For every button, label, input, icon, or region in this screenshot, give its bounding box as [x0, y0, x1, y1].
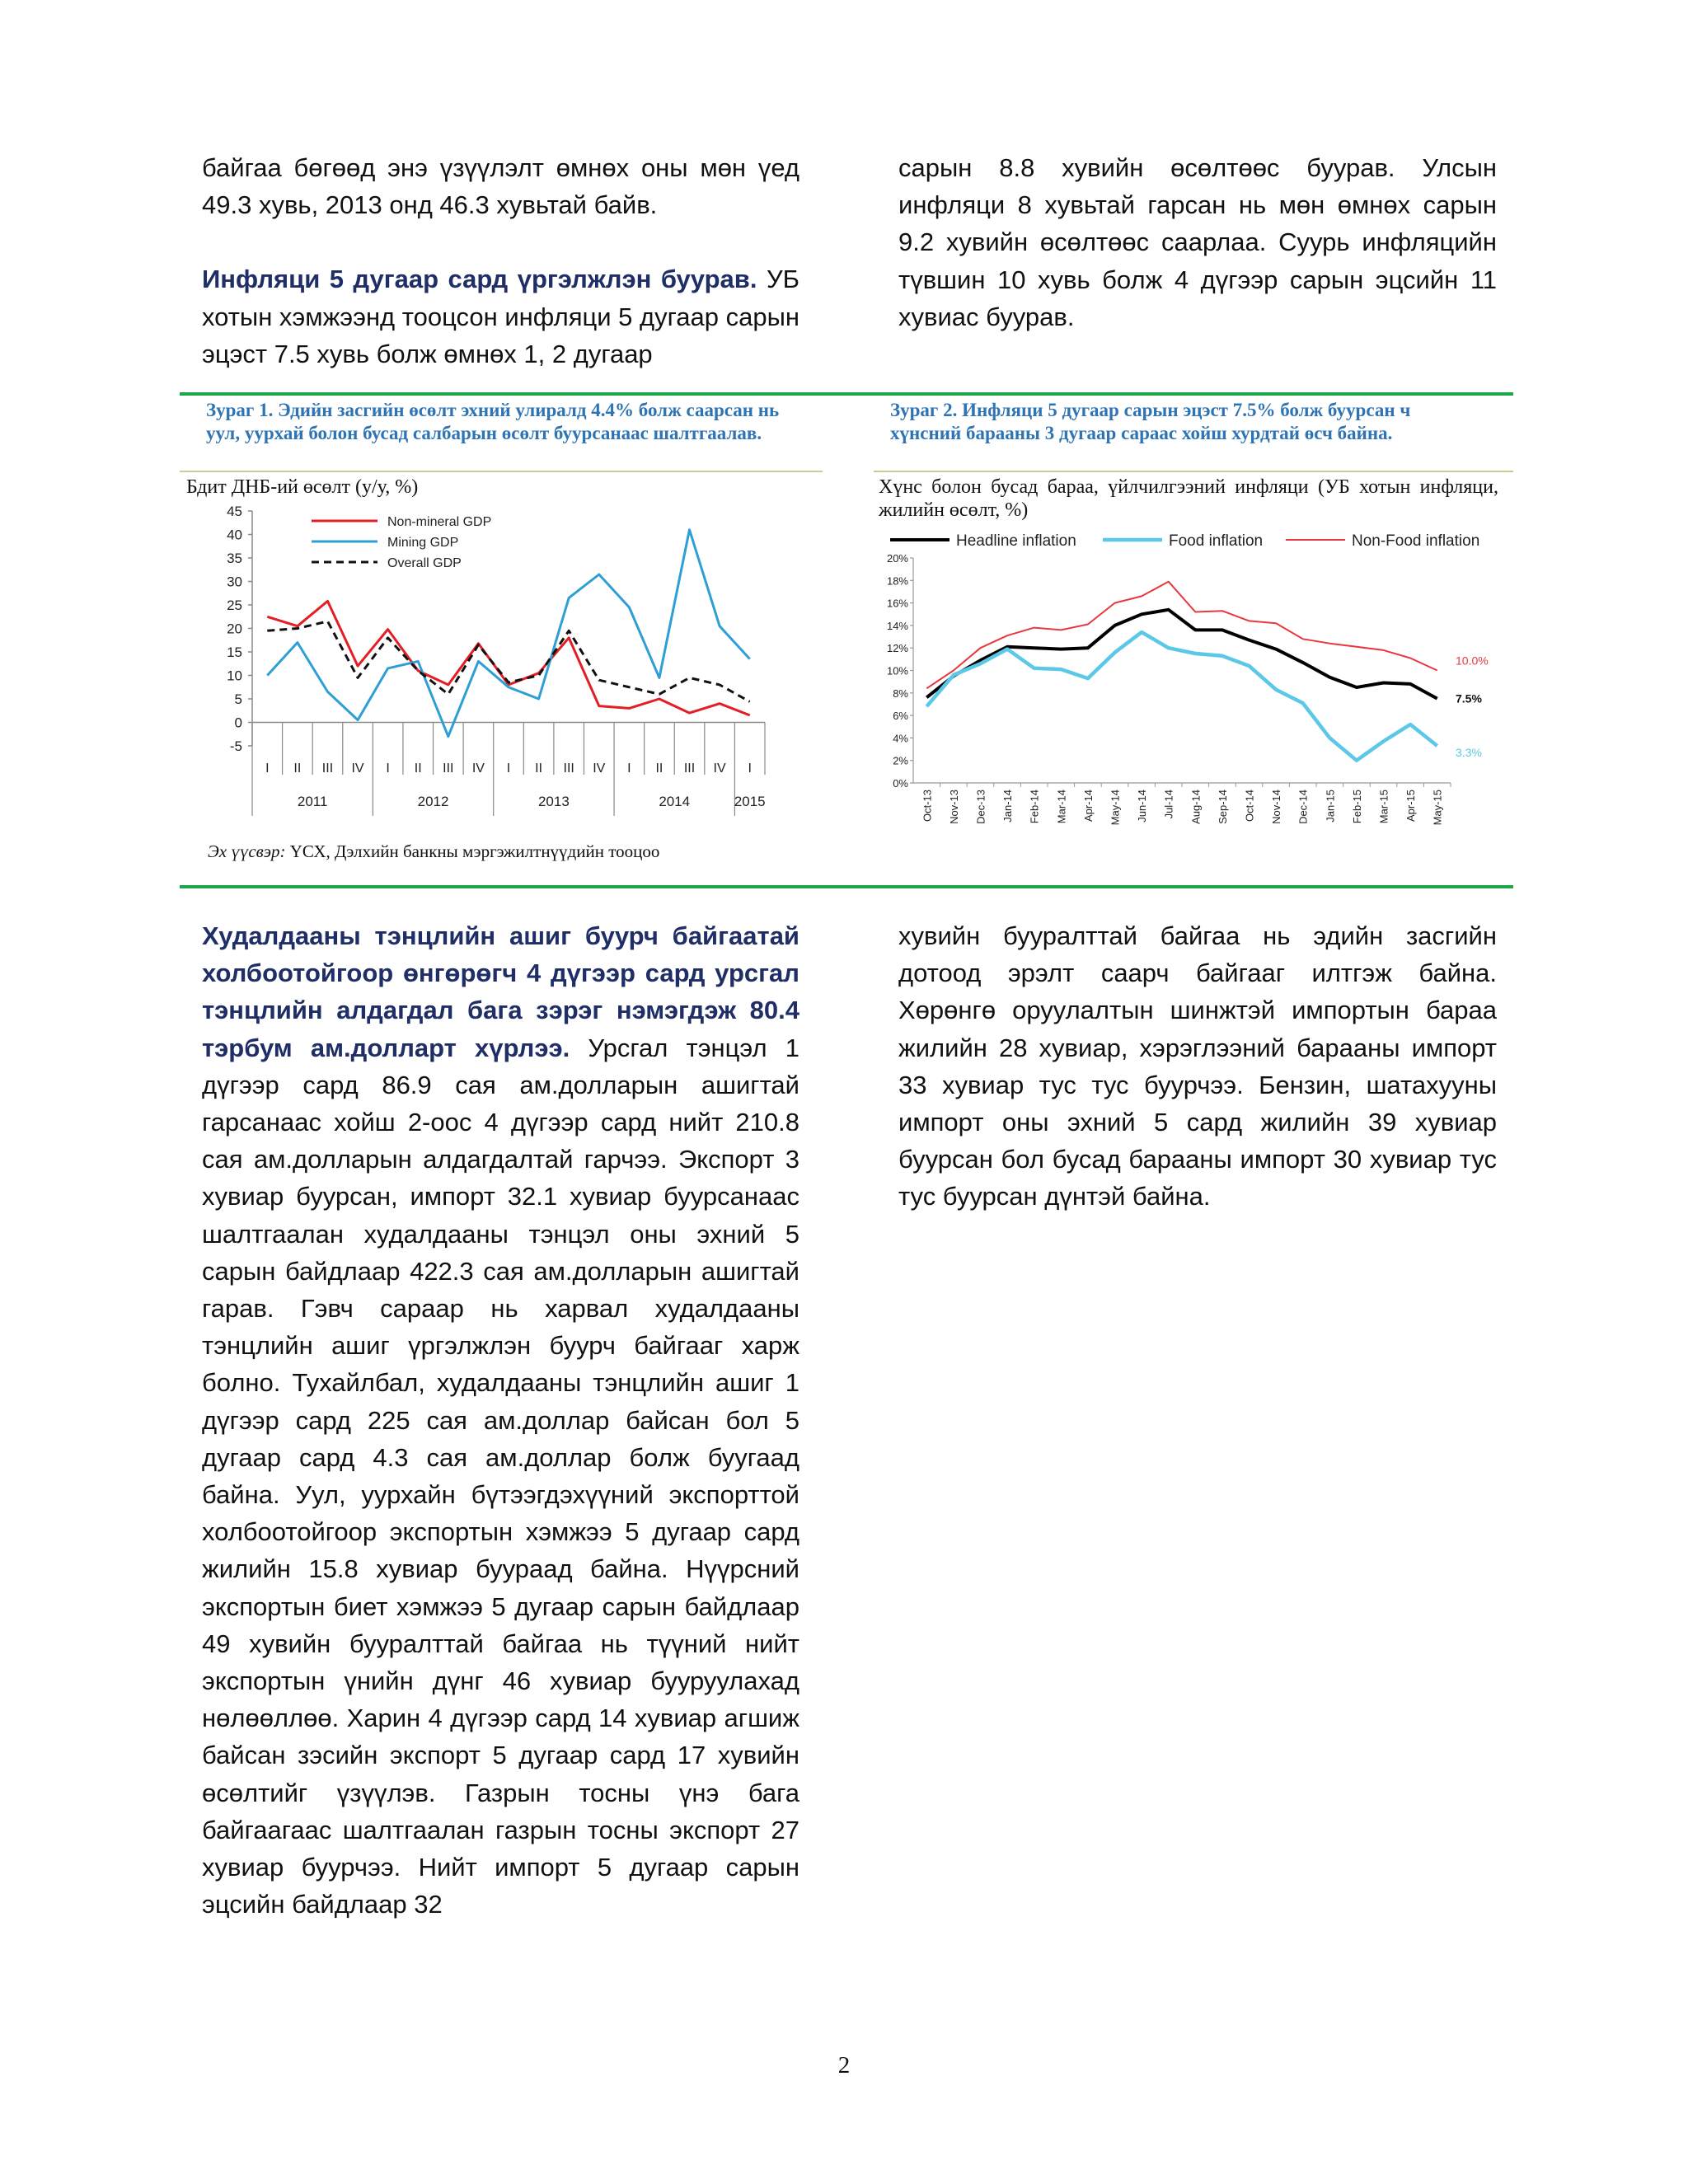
chart2-end-label: 7.5% [1456, 691, 1482, 705]
chart2-x-tick-label: Jan-15 [1324, 790, 1337, 823]
chart2-x-tick-label: Apr-14 [1081, 790, 1095, 823]
paragraph-imports: хувийн бууралттай байгаа нь эдийн засгийн дотоод эрэлт саарч байгааг илтгэж байна. Хөрөнгө оруулалтын шинжтэй импортын бараа жилийн 28 хувиар, хэрэглээний барааны импорт 33 хувиар тус тус буурчээ. Бензин, шатахууны импорт оны эхний 5 сард жилийн 39 хувиар буурсан бол бусад барааны импорт 30 хувиар тус тус буурсан дүнтэй байна. [898, 921, 1497, 1212]
figure-top-rule [180, 392, 1513, 396]
gdp-growth-chart [180, 494, 773, 824]
trade-heading: Худалдааны тэнцлийн ашиг буурч байгаатай холбоотойгоор өнгөрөгч 4 дүгээр сард урсгал тэнцлийн алдагдал бага зэрэг нэмэгдэж 80.4 тэрбум ам.долларт хүрлээ. [202, 921, 799, 1062]
chart2-y-tick-label: 8% [893, 687, 908, 700]
chart2-x-tick-label: Aug-14 [1189, 790, 1203, 824]
chart1-y-tick-label: 0 [234, 715, 242, 731]
inflation-chart [874, 523, 1513, 841]
figure-bottom-rule [180, 885, 1513, 888]
chart2-x-tick-label: Mar-15 [1377, 790, 1390, 824]
chart2-x-tick-label: Sep-14 [1216, 790, 1229, 824]
page-number: 2 [837, 2052, 851, 2079]
chart2-legend-label: Non-Food inflation [1352, 532, 1480, 550]
chart1-y-tick-label: 5 [234, 691, 242, 707]
chart2-x-tick-label: Feb-14 [1028, 790, 1041, 824]
chart2-x-tick-label: Nov-13 [947, 790, 960, 824]
chart1-quarter-label: IV [593, 762, 606, 776]
source-label: Эх үүсвэр: [208, 841, 286, 861]
inflation-heading: Инфляци 5 дугаар сард үргэлжлэн буурав. [202, 265, 757, 294]
chart1-legend-label: Overall GDP [387, 556, 462, 570]
chart2-end-label: 3.3% [1456, 745, 1482, 759]
chart1-legend-label: Mining GDP [387, 536, 459, 550]
chart2-series-line [926, 632, 1437, 761]
chart2-x-tick-label: Jan-14 [1001, 790, 1015, 823]
chart2-x-tick-label: Mar-14 [1055, 790, 1068, 824]
chart1-y-tick-label: 25 [227, 598, 242, 613]
chart2-y-tick-label: 16% [886, 597, 908, 610]
trade-body: Урсгал тэнцэл 1 дүгээр сард 86.9 сая ам.долларын ашигтай гарсанаас хойш 2-оос 4 дүгээр сард нийт 210.8 сая ам.долларын алдагдалтай гарчээ. Экспорт 3 хувиар буурсан, импорт 32.1 хувиар буурсанаас шалтгаалан худалдааны тэнцэл оны эхний 5 сарын байдлаар 422.3 сая ам.долларын ашигтай гарав. Гэвч сараар нь харвал худалдааны тэнцлийн ашиг үргэлжлэн буурч байгааг харж болно. Тухайлбал, худалдааны тэнцлийн ашиг 1 дүгээр сард 225 сая ам.доллар байсан бол 5 дугаар сард 4.3 сая ам.доллар болж буугаад байна. Уул, уурхайн бүтээгдэхүүний экспорттой холбоотойгоор экспортын хэмжээ 5 дугаар сард жилийн 15.8 хувиар буураад байна. Нүүрсний экспортын биет хэмжээ 5 дугаар сарын байдлаар 49 хувийн бууралттай байгаа нь түүний нийт экспортын үнийн дүнг 46 хувиар бууруулахад нөлөөллөө. Харин 4 дүгээр сард 14 хувиар агшиж байсан зэсийн экспорт 5 дугаар сард 17 хувийн өсөлтийг үзүүлэв. Газрын тосны үнэ бага байгаагаас шалтгаалан газрын тосны экспорт 27 хувиар буурчээ. Нийт импорт 5 дугаар сарын эцсийн байдлаар 32 [202, 1033, 799, 1919]
chart1-quarter-label: IV [351, 762, 364, 776]
chart1-year-label: 2013 [537, 794, 570, 809]
bottom-right-column [898, 917, 1497, 1216]
chart2-x-tick-label: Nov-14 [1270, 790, 1283, 824]
paragraph-inflation-cont: сарын 8.8 хувийн өсөлтөөс буурав. Улсын инфляци 8 хувьтай гарсан нь мөн өмнөх сарын 9.2 хувийн өсөлтөөс саарлаа. Суурь инфляцийн түвшин 10 хувь болж 4 дүгээр сарын эцсийн 11 хувиас буурав. [898, 153, 1497, 331]
figure1-caption: Зураг 1. Эдийн засгийн өсөлт эхний улиралд 4.4% болж саарсан нь уул, уурхай болон бусад салбарын өсөлт буурсанаас шалтгаалав. [206, 400, 780, 443]
chart1-y-tick-label: 35 [227, 551, 242, 566]
paragraph-trade [202, 917, 799, 1923]
chart2-x-tick-label: Apr-15 [1404, 790, 1418, 823]
inflation-body: УБ хотын хэмжээнд тооцсон инфляци 5 дугаар сарын эцэст 7.5 хувь болж өмнөх 1, 2 дугаар [202, 265, 799, 368]
chart2-y-tick-label: 12% [886, 642, 908, 655]
chart2-y-tick-label: 20% [886, 552, 908, 565]
chart2-x-tick-label: Jul-14 [1162, 790, 1175, 819]
figure1-source [208, 841, 719, 863]
chart2-y-tick-label: 14% [886, 619, 908, 632]
chart1-year-label: 2015 [734, 794, 766, 809]
chart1-series-line [267, 621, 749, 702]
chart1-quarter-label: I [265, 762, 270, 776]
top-left-column [202, 149, 799, 373]
chart2-series-line [926, 610, 1437, 699]
chart2-y-tick-label: 10% [886, 664, 908, 677]
chart1-y-tick-label: 45 [227, 504, 242, 519]
chart2-y-tick-label: 2% [893, 754, 908, 767]
chart1-quarter-label: I [627, 762, 631, 776]
chart2-y-tick-label: 4% [893, 732, 908, 745]
source-text: ҮСХ, Дэлхийн банкны мэргэжилтнүүдийн тооцоо [285, 841, 660, 861]
chart2-legend-label: Headline inflation [956, 532, 1076, 550]
chart1-y-tick-label: 20 [227, 621, 242, 637]
chart1-y-tick-label: 15 [227, 644, 242, 660]
figure1-caption-line [180, 471, 823, 472]
chart2-y-tick-label: 0% [893, 777, 908, 790]
chart1-quarter-label: IV [471, 762, 485, 776]
chart1-quarter-label: III [683, 762, 696, 776]
chart2-legend-label: Food inflation [1169, 532, 1264, 550]
chart1-quarter-label: IV [713, 762, 726, 776]
chart1-quarter-label: III [443, 762, 454, 776]
chart1-y-tick-label: -5 [229, 738, 242, 754]
chart1-quarter-label: II [293, 762, 302, 776]
chart1-quarter-label: II [414, 762, 422, 776]
chart1-legend-label: Non-mineral GDP [387, 515, 492, 529]
chart1-quarter-label: III [321, 762, 334, 776]
paragraph-inflation [202, 260, 799, 373]
chart2-x-tick-label: Oct-13 [921, 790, 934, 823]
figure1-ylabel: Бдит ДНБ-ий өсөлт (у/у, %) [186, 476, 419, 498]
chart2-x-tick-label: May-15 [1431, 790, 1444, 826]
chart2-series-line [926, 582, 1437, 689]
chart2-x-tick-label: Jun-14 [1136, 790, 1149, 823]
chart1-year-label: 2012 [417, 794, 449, 809]
chart2-x-tick-label: May-14 [1109, 790, 1122, 826]
figure2-caption: Зураг 2. Инфляци 5 дугаар сарын эцэст 7.5% болж буурсан ч хүнсний барааны 3 дугаар сараас хойш хурдтай өсч байна. [890, 400, 1411, 443]
figure2-subtitle: Хүнс болон бусад бараа, үйлчилгээний инфляци (УБ хотын инфляци, жилийн өсөлт, %) [879, 476, 1498, 521]
chart1-y-tick-label: 30 [227, 574, 242, 590]
chart2-end-label: 10.0% [1456, 654, 1489, 668]
chart1-series-line [267, 530, 749, 737]
chart1-quarter-label: III [563, 762, 574, 776]
figure2-caption-line [874, 471, 1513, 472]
chart2-x-tick-label: Feb-15 [1350, 790, 1363, 824]
chart2-y-tick-label: 6% [893, 710, 908, 723]
top-right-column [898, 149, 1497, 335]
chart1-year-label: 2014 [659, 794, 691, 809]
chart2-x-tick-label: Dec-13 [974, 790, 987, 824]
bottom-left-column [202, 917, 799, 1923]
chart1-quarter-label: II [655, 762, 663, 776]
chart1-y-tick-label: 40 [227, 527, 242, 543]
chart1-quarter-label: I [748, 762, 752, 776]
chart1-quarter-label: I [506, 762, 511, 776]
chart1-series-line [267, 601, 749, 715]
chart1-year-label: 2011 [297, 794, 328, 809]
chart2-y-tick-label: 18% [886, 574, 908, 588]
chart1-quarter-label: I [386, 762, 390, 776]
chart2-x-tick-label: Dec-14 [1296, 790, 1310, 824]
chart1-y-tick-label: 10 [227, 668, 242, 684]
chart1-quarter-label: II [535, 762, 543, 776]
paragraph-gdp-share: байгаа бөгөөд энэ үзүүлэлт өмнөх оны мөн үед 49.3 хувь, 2013 онд 46.3 хувьтай байв. [202, 153, 799, 220]
chart2-x-tick-label: Oct-14 [1243, 790, 1256, 823]
